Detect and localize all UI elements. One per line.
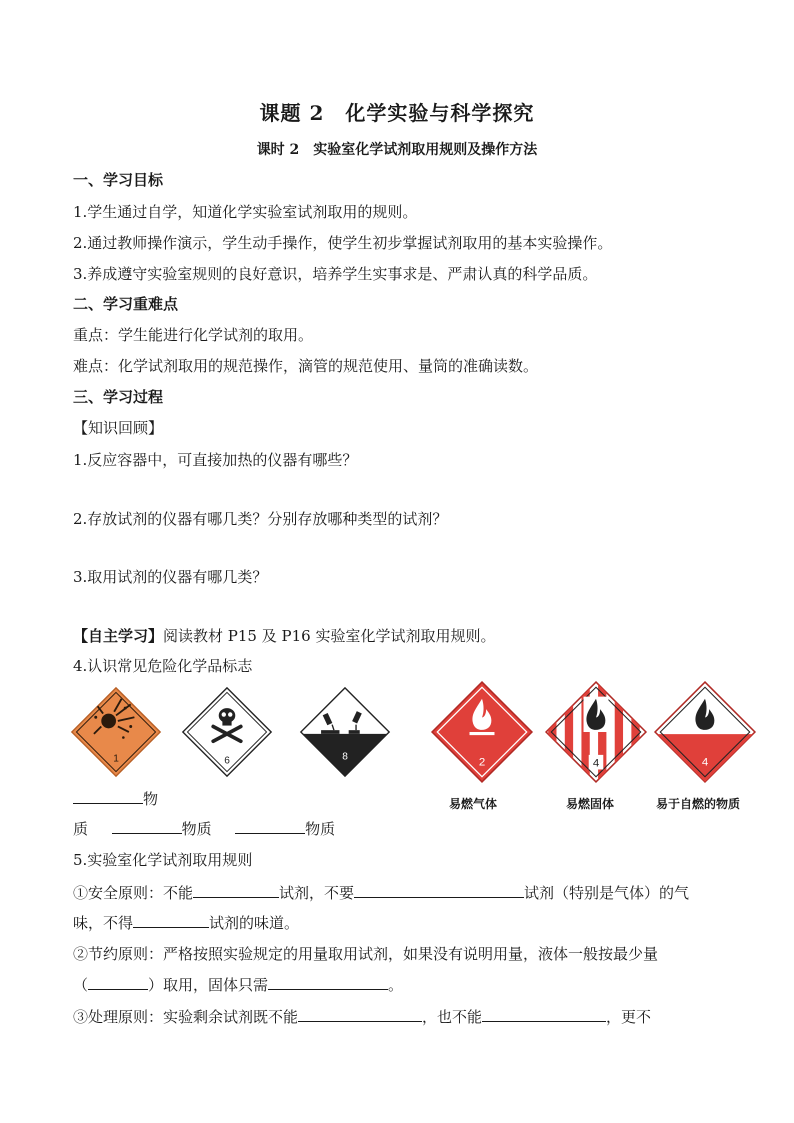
answer-blank[interactable] [112, 817, 182, 834]
page-title: 课题 2 化学实验与科学探究 [259, 101, 535, 125]
rule-2-text-b: （ [73, 976, 89, 994]
rule-3-text-b: ，也不能 [422, 1008, 483, 1026]
fill-line-2 [73, 817, 335, 840]
sign-number-6: 6 [224, 755, 230, 767]
question-3: 3.取用试剂的仪器有哪几类？ [73, 568, 268, 586]
explosive-sign [70, 686, 162, 778]
rule-2-line-2 [73, 973, 403, 996]
question-4: 4.认识常见危险化学品标志 [73, 657, 253, 675]
flame-icon [584, 697, 609, 732]
sign-number-4b: 4 [701, 756, 709, 769]
rule-1-text-a: ①安全原则：不能 [73, 884, 194, 902]
goal-item-3: 3.养成遵守实验室规则的良好意识，培养学生实事求是、严肃认真的科学品质。 [73, 265, 598, 283]
fill-text-wuzhi-2: 物质 [305, 820, 336, 838]
rule-2-text-d: 。 [388, 976, 404, 994]
answer-blank[interactable] [235, 817, 305, 834]
answer-blank[interactable] [193, 881, 279, 898]
sign-number-1: 1 [113, 753, 119, 765]
caption-flammable-gas: 易燃气体 [449, 797, 498, 811]
answer-blank[interactable] [73, 787, 143, 804]
fill-text-wu: 物 [143, 790, 159, 808]
rules-heading: 5.实验室化学试剂取用规则 [73, 851, 253, 869]
rule-2-line-1: ②节约原则：严格按照实验规定的用量取用试剂，如果没有说明用量，液体一般按最少量 [73, 945, 659, 963]
rule-1-text-d: 味，不得 [73, 914, 134, 932]
sign-number-2: 2 [478, 756, 486, 769]
answer-blank[interactable] [482, 1005, 606, 1022]
rule-1-line-2 [73, 911, 299, 934]
fill-text-wuzhi-1: 物质 [181, 820, 212, 838]
self-study-line [73, 625, 495, 647]
caption-spontaneous-combustion: 易于自燃的物质 [656, 797, 741, 811]
answer-blank[interactable] [354, 881, 524, 898]
section-heading-goals: 一、学习目标 [73, 171, 164, 189]
difficult-point: 难点：化学试剂取用的规范操作，滴管的规范使用、量筒的准确读数。 [73, 357, 539, 375]
goal-item-1: 1.学生通过自学，知道化学实验室试剂取用的规则。 [73, 203, 418, 221]
caption-flammable-solid: 易燃固体 [566, 797, 615, 811]
rule-2-text-c: ）取用，固体只需 [148, 976, 269, 994]
goal-item-2: 2.通过教师操作演示，学生动手操作，使学生初步掌握试剂取用的基本实验操作。 [73, 234, 613, 252]
answer-blank[interactable] [88, 973, 148, 990]
answer-blank[interactable] [268, 973, 388, 990]
section-heading-process: 三、学习过程 [73, 388, 164, 406]
answer-blank[interactable] [298, 1005, 422, 1022]
rule-3-text-c: ，更不 [606, 1008, 652, 1026]
hazard-signs [70, 686, 760, 816]
self-study-text: 阅读教材 P15 及 P16 实验室化学试剂取用规则。 [163, 627, 496, 645]
section-heading-keypoints: 二、学习重难点 [73, 295, 179, 313]
rule-1-text-e: 试剂的味道。 [209, 914, 300, 932]
flammable-solid-sign [544, 680, 648, 784]
question-2: 2.存放试剂的仪器有哪几类？分别存放哪种类型的试剂？ [73, 510, 448, 528]
rule-1-text-c: 试剂（特别是气体）的气 [524, 884, 690, 902]
fill-text-zhi: 质 [73, 820, 89, 838]
page-subtitle: 课时 2 实验室化学试剂取用规则及操作方法 [256, 142, 538, 158]
sign-number-8: 8 [342, 751, 348, 763]
rule-3-text-a: ③处理原则：实验剩余试剂既不能 [73, 1008, 299, 1026]
flammable-gas-sign [430, 680, 534, 784]
rule-1-text-b: 试剂，不要 [279, 884, 355, 902]
answer-blank[interactable] [133, 911, 209, 928]
sign-number-4a: 4 [592, 757, 600, 770]
fill-line-1 [73, 787, 158, 810]
toxic-sign [181, 686, 273, 778]
question-1: 1.反应容器中，可直接加热的仪器有哪些？ [73, 451, 358, 469]
rule-3-line-1 [73, 1005, 651, 1028]
review-tag: 【知识回顾】 [73, 419, 164, 437]
spontaneous-combustion-sign [653, 680, 757, 784]
key-point: 重点：学生能进行化学试剂的取用。 [73, 326, 314, 344]
self-study-tag: 【自主学习】 [73, 627, 164, 645]
rule-1-line-1 [73, 881, 689, 904]
corrosive-sign [299, 686, 391, 778]
